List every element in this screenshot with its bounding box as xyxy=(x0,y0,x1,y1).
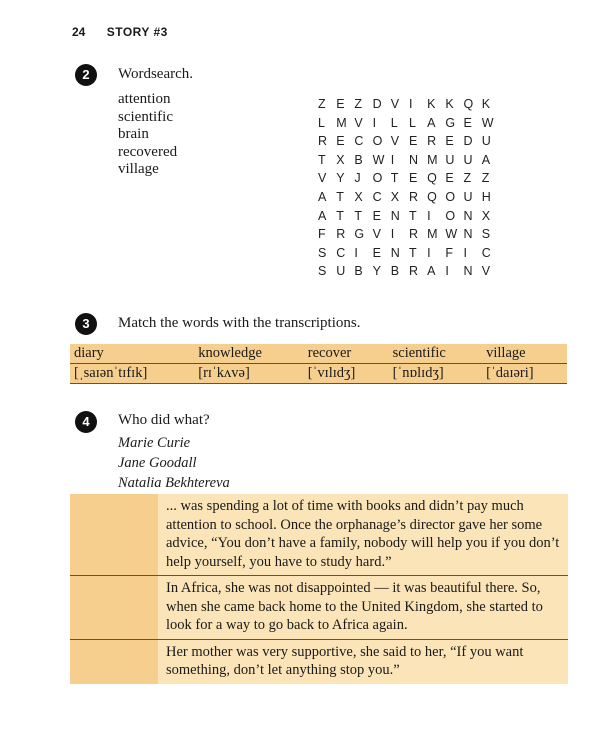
grid-letter: A xyxy=(427,115,436,130)
grid-letter: G xyxy=(445,115,456,130)
grid-letter: X xyxy=(336,152,345,167)
grid-letter: I xyxy=(427,245,431,260)
match-transcription: [ˌsaɪənˈtɪfɪk] xyxy=(70,364,194,384)
grid-letter: F xyxy=(318,227,326,242)
word-item: recovered xyxy=(118,143,178,160)
grid-letter: D xyxy=(372,97,382,111)
match-transcription: [ˈvɪlɪdʒ] xyxy=(304,364,389,384)
grid-letter: R xyxy=(408,264,418,279)
grid-letter: O xyxy=(372,134,383,149)
answer-cell xyxy=(70,576,158,639)
grid-row xyxy=(318,97,500,116)
answer-cell xyxy=(70,640,158,684)
wordsearch-grid xyxy=(318,97,500,283)
match-table xyxy=(70,344,567,384)
names-list xyxy=(118,433,230,493)
grid-letter: V xyxy=(481,264,491,279)
grid-letter: O xyxy=(445,208,456,223)
grid-letter: O xyxy=(445,189,456,204)
grid-letter: A xyxy=(318,189,327,204)
grid-letter: L xyxy=(318,115,325,130)
match-transcription: [ˈnɒlɪdʒ] xyxy=(389,364,482,384)
grid-letter: W xyxy=(481,115,494,130)
exercise-4-title: Who did what? xyxy=(118,412,210,428)
match-transcription: [ˈdaɪəri] xyxy=(482,364,567,384)
story-title: STORY #3 xyxy=(106,25,168,39)
statement-text: ... was spending a lot of time with books and didn’t pay much attention to school. Once the orphanage’s director gave her some advice, “You don’t have a family, nobody will help you if you don’t help yourself, you have to study hard.” xyxy=(158,494,568,575)
grid-letter: V xyxy=(372,227,381,242)
grid-letter: T xyxy=(390,171,399,186)
grid-row xyxy=(318,171,500,190)
grid-letter: E xyxy=(408,171,418,186)
word-item: scientific xyxy=(118,108,173,125)
word-item: brain xyxy=(118,126,149,143)
grid-letter: I xyxy=(445,264,449,279)
grid-letter: C xyxy=(372,189,382,204)
grid-letter: M xyxy=(336,115,347,130)
grid-letter: K xyxy=(445,97,454,111)
grid-row xyxy=(318,116,500,135)
grid-letter: T xyxy=(408,245,417,260)
grid-letter: S xyxy=(318,245,327,260)
grid-letter: C xyxy=(354,134,364,149)
name-item: Jane Goodall xyxy=(118,455,197,471)
grid-letter: R xyxy=(427,134,437,149)
grid-letter: I xyxy=(372,115,377,130)
grid-letter: E xyxy=(336,97,345,111)
grid-letter: R xyxy=(336,227,346,242)
grid-letter: T xyxy=(408,208,417,223)
grid-letter: E xyxy=(463,115,472,130)
grid-letter: Y xyxy=(372,264,381,279)
grid-letter: I xyxy=(354,245,358,260)
grid-letter: S xyxy=(318,264,327,279)
grid-letter: U xyxy=(463,152,473,167)
match-word: scientific xyxy=(389,344,482,364)
grid-letter: Z xyxy=(481,171,490,186)
answer-cell xyxy=(70,494,158,575)
grid-letter: A xyxy=(481,152,491,167)
match-word: recover xyxy=(304,344,389,364)
statement-text: In Africa, she was not disappointed — it was beautiful there. So, when she came back home to the United Kingdom, she started to look for a way to go back to Africa again. xyxy=(158,576,568,639)
exercise-2-number: 2 xyxy=(75,64,97,86)
wordsearch-word-list xyxy=(118,91,177,179)
grid-letter: R xyxy=(408,227,418,242)
grid-letter: X xyxy=(354,189,363,204)
grid-letter: E xyxy=(336,134,345,149)
statements-table xyxy=(70,494,568,684)
grid-letter: C xyxy=(481,245,491,260)
grid-letter: I xyxy=(390,152,395,167)
grid-letter: S xyxy=(481,227,491,242)
grid-letter: K xyxy=(427,97,436,111)
grid-letter: D xyxy=(463,134,473,149)
grid-letter: A xyxy=(427,264,436,279)
grid-letter: R xyxy=(318,134,328,149)
grid-letter: I xyxy=(390,227,395,242)
grid-letter: K xyxy=(481,97,491,111)
match-transcription: [rɪˈkʌvə] xyxy=(194,364,304,384)
grid-letter: A xyxy=(318,208,327,223)
grid-letter: E xyxy=(372,208,381,223)
grid-row xyxy=(318,153,500,172)
grid-letter: W xyxy=(445,227,458,242)
match-word: village xyxy=(482,344,567,364)
grid-letter: T xyxy=(336,208,344,223)
name-item: Marie Curie xyxy=(118,435,191,451)
grid-letter: Z xyxy=(354,97,363,111)
grid-letter: M xyxy=(427,227,438,242)
grid-letter: C xyxy=(336,245,346,260)
grid-letter: W xyxy=(372,152,385,167)
grid-row xyxy=(318,209,500,228)
grid-letter: Q xyxy=(427,171,437,186)
exercise-4-number: 4 xyxy=(75,411,97,433)
grid-letter: H xyxy=(481,189,491,204)
exercise-3-number: 3 xyxy=(75,313,97,335)
grid-letter: F xyxy=(445,245,453,260)
grid-row xyxy=(318,190,500,209)
grid-letter: N xyxy=(390,245,400,260)
grid-letter: E xyxy=(445,171,454,186)
exercise-3-title: Match the words with the transcriptions. xyxy=(118,315,361,331)
statement-row xyxy=(70,576,568,640)
statement-row xyxy=(70,640,568,684)
grid-row xyxy=(318,246,500,265)
grid-row xyxy=(318,227,500,246)
grid-letter: V xyxy=(390,134,400,149)
page-header xyxy=(72,25,168,39)
grid-row xyxy=(318,134,500,153)
grid-letter: T xyxy=(354,208,363,223)
grid-letter: T xyxy=(318,152,326,167)
word-item: attention xyxy=(118,91,171,107)
grid-letter: Z xyxy=(318,97,326,111)
grid-letter: Y xyxy=(336,171,345,186)
match-word: knowledge xyxy=(194,344,304,364)
grid-letter: I xyxy=(408,97,413,111)
grid-letter: E xyxy=(445,134,454,149)
grid-letter: Z xyxy=(463,171,472,186)
grid-letter: M xyxy=(427,152,438,167)
exercise-2-title: Wordsearch. xyxy=(118,66,194,82)
grid-letter: N xyxy=(408,152,418,167)
grid-row xyxy=(318,264,500,283)
page-number: 24 xyxy=(72,25,86,39)
grid-letter: I xyxy=(427,208,431,223)
grid-letter: L xyxy=(390,115,398,130)
grid-letter: J xyxy=(354,171,361,186)
grid-letter: R xyxy=(408,189,418,204)
grid-letter: N xyxy=(390,208,400,223)
grid-letter: U xyxy=(445,152,455,167)
grid-letter: Q xyxy=(427,189,437,204)
grid-letter: V xyxy=(318,171,327,186)
grid-letter: I xyxy=(463,245,467,260)
grid-letter: E xyxy=(408,134,418,149)
grid-letter: Q xyxy=(463,97,474,111)
grid-letter: U xyxy=(481,134,491,149)
grid-letter: X xyxy=(481,208,491,223)
grid-letter: U xyxy=(336,264,346,279)
grid-letter: O xyxy=(372,171,383,186)
name-item: Natalia Bekhtereva xyxy=(118,475,230,491)
grid-letter: B xyxy=(390,264,400,279)
grid-letter: T xyxy=(336,189,344,204)
match-word: diary xyxy=(70,344,194,364)
grid-letter: N xyxy=(463,227,473,242)
grid-letter: G xyxy=(354,227,365,242)
grid-letter: B xyxy=(354,152,363,167)
grid-letter: N xyxy=(463,264,473,279)
grid-letter: X xyxy=(390,189,400,204)
statement-text: Her mother was very supportive, she said to her, “If you want something, don’t let anything stop you.” xyxy=(158,640,568,684)
grid-letter: V xyxy=(354,115,363,130)
statement-row xyxy=(70,494,568,576)
grid-letter: E xyxy=(372,245,381,260)
grid-letter: L xyxy=(408,115,416,130)
grid-letter: U xyxy=(463,189,473,204)
grid-letter: B xyxy=(354,264,363,279)
word-item: village xyxy=(118,161,159,178)
grid-letter: N xyxy=(463,208,473,223)
grid-letter: V xyxy=(390,97,400,111)
